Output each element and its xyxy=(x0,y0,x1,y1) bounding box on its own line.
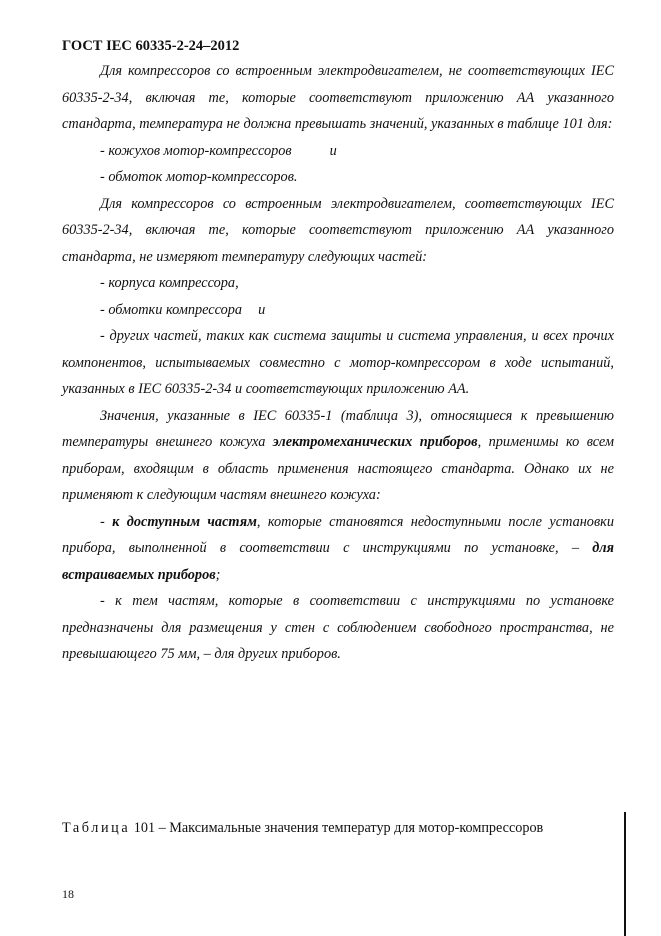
list-item xyxy=(62,297,614,324)
list-item: - обмоток мотор-компрессоров. xyxy=(100,169,298,185)
paragraph-compressors-conforming: Для компрессоров со встроенным электродвигателем, соответствующих IEC 60335-2-34, включая те, которые соответствуют приложению АА указанного стандарта, не измеряют температуру следующих частей: xyxy=(62,195,614,265)
list-item-text: - кожухов мотор-компрессоров xyxy=(100,142,292,159)
defined-term: к доступным частям xyxy=(112,513,257,530)
table-border-line xyxy=(624,812,626,936)
list-item-text: - обмотки компрессора xyxy=(100,301,243,318)
defined-term: для встраиваемых приборов xyxy=(62,540,614,583)
document-header: ГОСТ IEC 60335-2-24–2012 xyxy=(62,38,240,54)
table-caption-text: 101 – Максимальные значения температур для мотор-компрессоров xyxy=(130,820,544,836)
table-caption xyxy=(62,820,543,837)
paragraph-compressors-not-conforming: Для компрессоров со встроенным электродвигателем, не соответствующих IEC 60335-2-34, включая те, которые соответствуют приложению АА указанного стандарта, температура не должна превышать значений, указанных в таблице 101 для: xyxy=(62,63,614,132)
table-caption-label: Таблица xyxy=(62,820,131,836)
list-item-conjunction: и xyxy=(329,142,337,159)
list-item-conjunction: и xyxy=(258,301,266,318)
list-item xyxy=(62,138,614,165)
paragraph-external-enclosure: Значения, указанные в IEC 60335-1 (таблица 3), относящиеся к превышению температуры внешнего кожуха электромеханических приборов, применимы ко всем приборам, входящим в область применения настоящего стандарта. Однако их не применяют к следующим частям внешнего кожуха: xyxy=(62,407,614,503)
defined-term: электромеханических приборов xyxy=(272,434,478,450)
page-number: 18 xyxy=(62,887,74,901)
list-item-accessible-parts: - к доступным частям, которые становятся недоступными после установки прибора, выполненной в соответствии с инструкциями по установке, – для встраиваемых приборов; xyxy=(62,513,614,583)
document-body xyxy=(62,58,614,668)
list-item: - корпуса компрессора, xyxy=(100,275,239,291)
list-item-wall-parts: - к тем частям, которые в соответствии с инструкциями по установке предназначены для размещения у стен с соблюдением свободного пространства, не превышающего 75 мм, – для других приборов. xyxy=(62,593,614,662)
list-item-other-parts: - других частей, таких как система защиты и система управления, и всех прочих компонентов, испытываемых совместно с мотор-компрессором в ходе испытаний, указанных в IEC 60335-2-34 и соответствующих приложению АА. xyxy=(62,328,614,397)
